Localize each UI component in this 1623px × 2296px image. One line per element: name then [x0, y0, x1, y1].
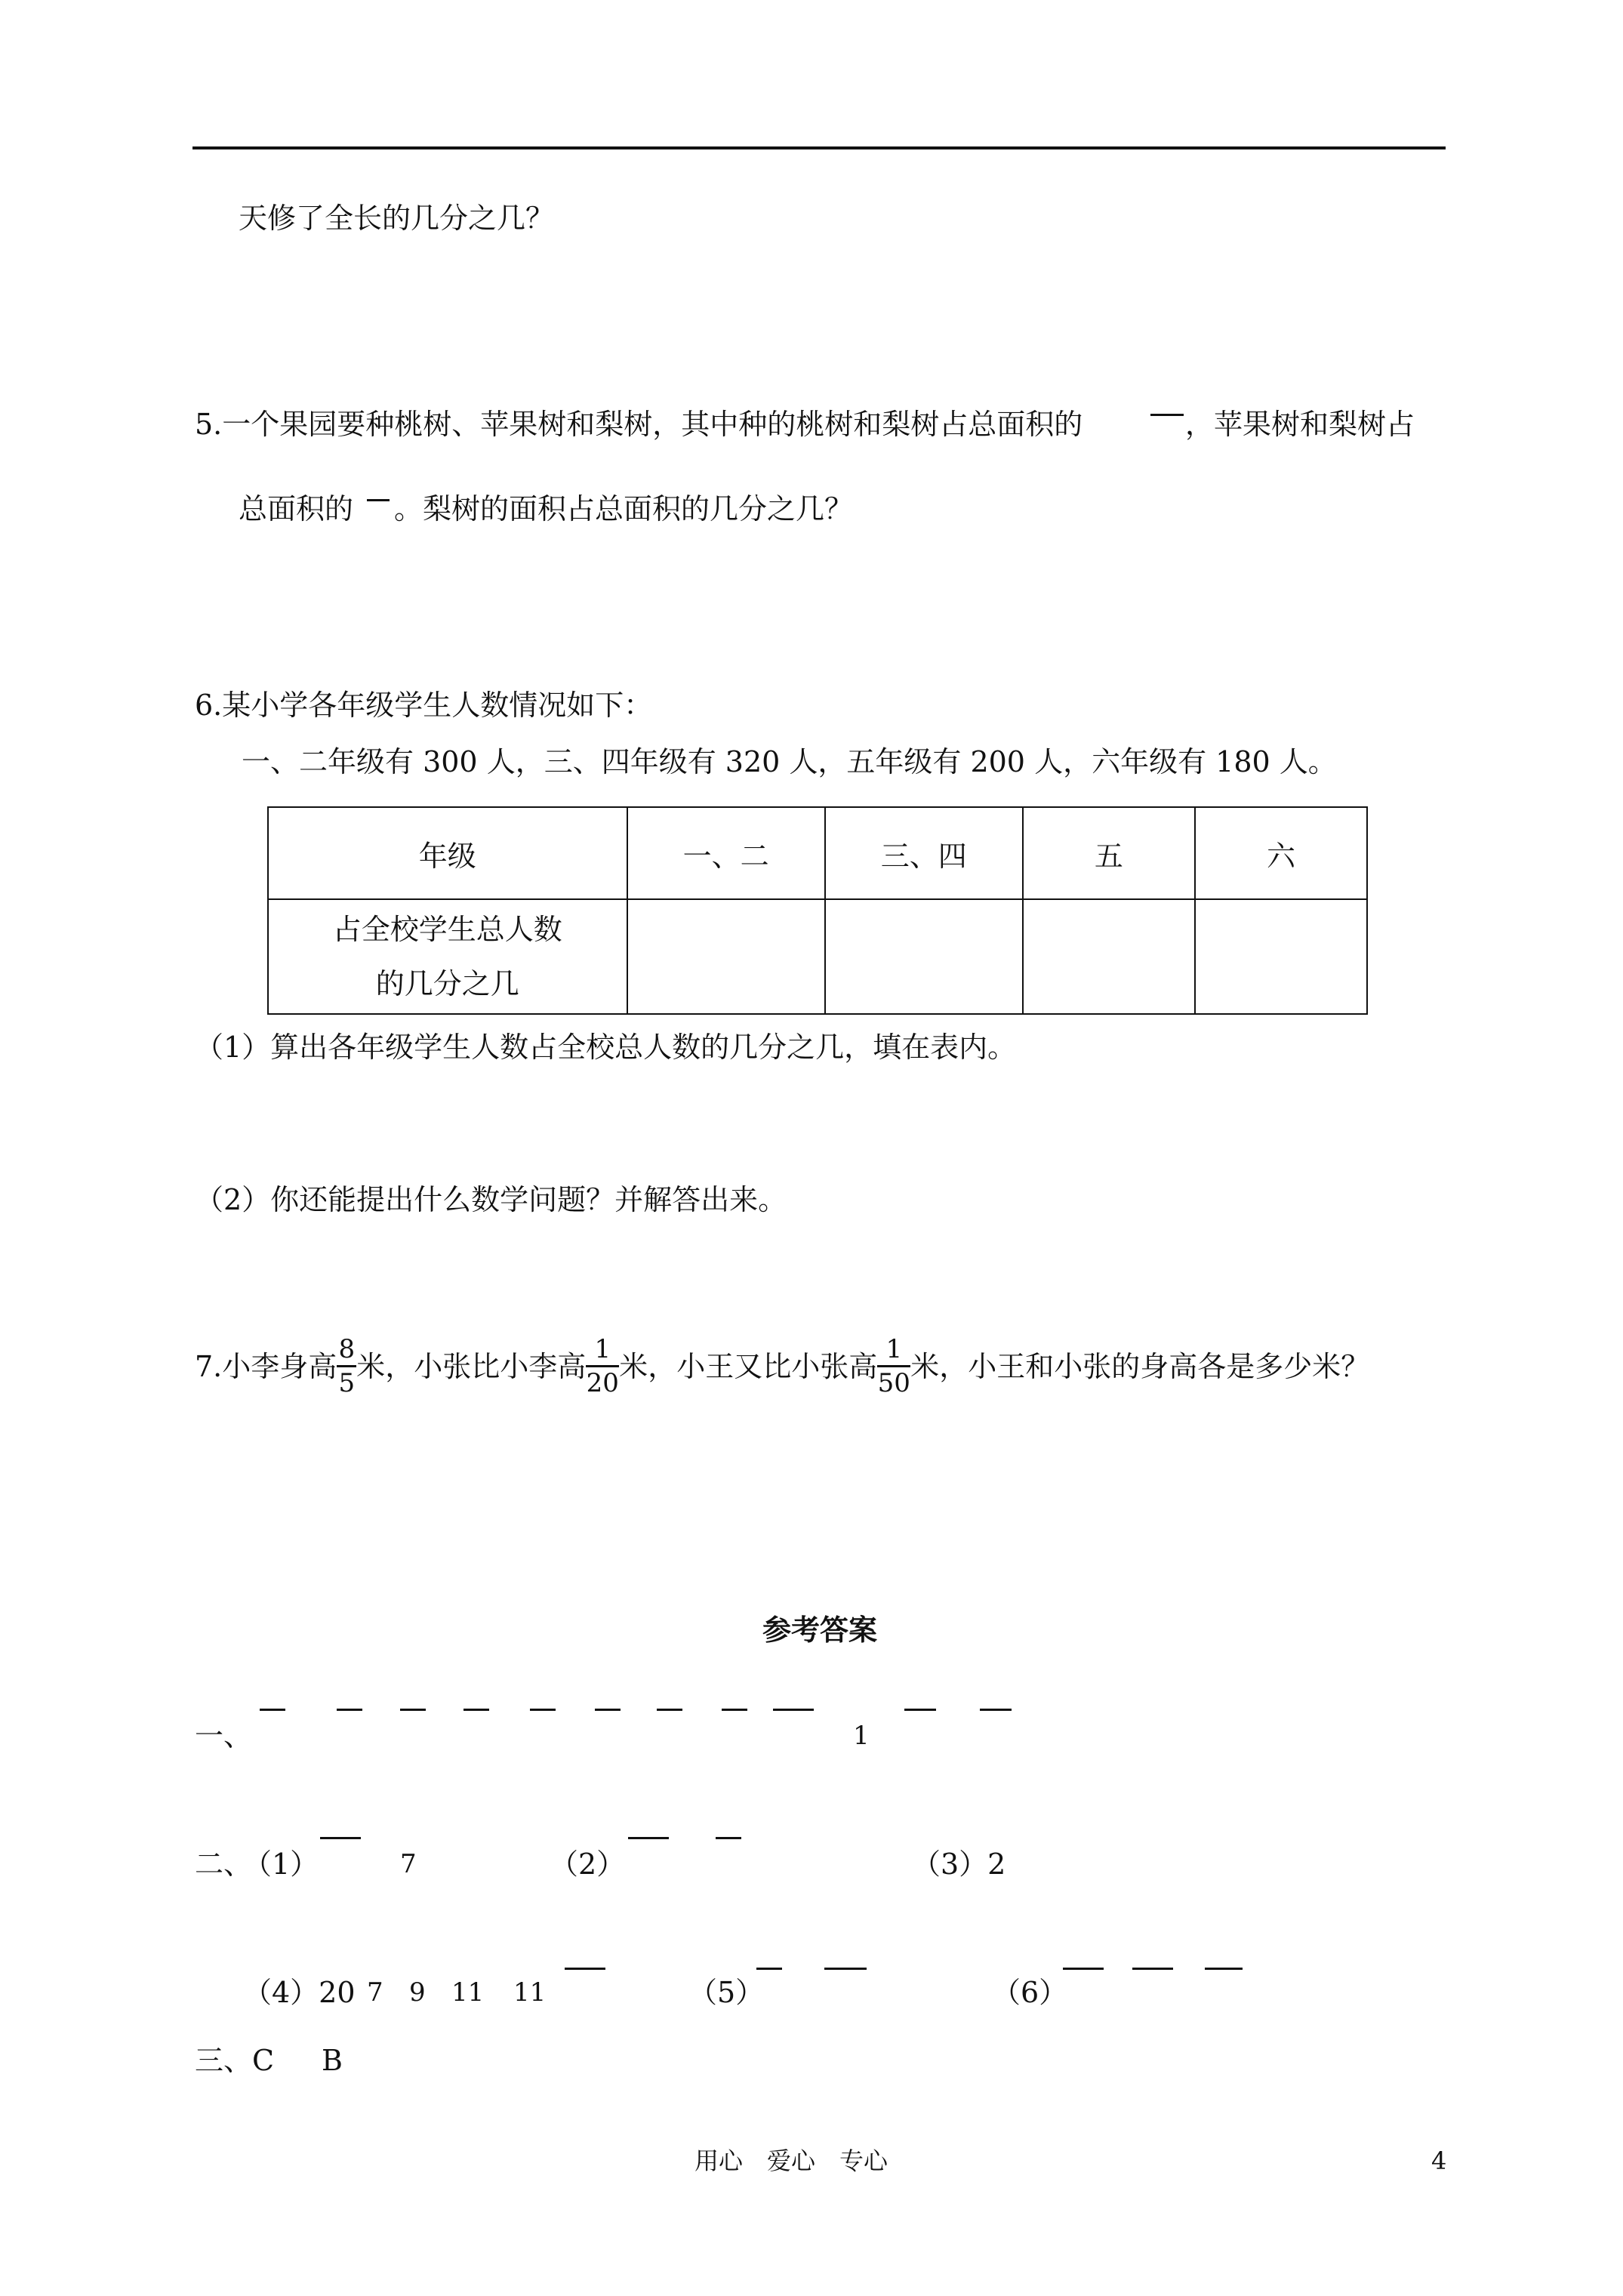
answer2-part4-value: 11 [451, 1977, 485, 2008]
answers-heading: 参考答案 [762, 1613, 878, 1647]
answer-fraction-blank [530, 1709, 556, 1711]
q7-fraction-1-50 [877, 1336, 910, 1396]
q6-sub2: （2）你还能提出什么数学问题？并解答出来。 [195, 1183, 787, 1216]
table-row [268, 899, 1367, 1014]
answer-fraction-blank [320, 1837, 361, 1839]
fraction-bar [877, 1365, 910, 1367]
answer2-part4-value: 7 [367, 1977, 383, 2008]
answer2-part4-value: 11 [513, 1977, 547, 2008]
table-header-cell: 五 [1023, 807, 1195, 899]
answer-fraction-blank [628, 1837, 669, 1839]
answer2-label: 二、 [195, 1848, 253, 1881]
fraction-bar [586, 1365, 619, 1367]
answer-fraction-blank [595, 1709, 621, 1711]
answer-fraction-blank [565, 1968, 605, 1970]
fraction-bar [337, 1365, 356, 1367]
table-header-cell: 三、四 [825, 807, 1023, 899]
q5-line1-b: ，苹果树和梨树占 [1185, 408, 1415, 441]
fraction-numerator: 8 [338, 1334, 356, 1364]
answer-fraction-blank [1205, 1968, 1243, 1970]
page-number: 4 [1431, 2147, 1447, 2175]
table-answer-cell[interactable] [825, 899, 1023, 1014]
q7-part1: 7.小李身高 [195, 1349, 337, 1383]
answer3-b: B [322, 2044, 343, 2077]
table-answer-cell[interactable] [1023, 899, 1195, 1014]
q7-part2: 米，小张比小李高 [356, 1349, 587, 1383]
q7-fraction-1-20 [586, 1336, 619, 1396]
q7-part3: 米，小王又比小张高 [619, 1349, 878, 1383]
continuation-line: 天修了全长的几分之几？ [239, 202, 555, 235]
q6-description: 一、二年级有 300 人，三、四年级有 320 人，五年级有 200 人，六年级有 180 人。 [242, 745, 1337, 778]
table-header-cell: 年级 [268, 807, 627, 899]
answer2-part5: （5） [688, 1976, 765, 2009]
answer-fraction-blank [756, 1968, 782, 1970]
answer3: 三、C [195, 2044, 275, 2077]
answer-fraction-blank [904, 1709, 936, 1711]
answer-fraction-blank [1063, 1968, 1104, 1970]
answer2-part1-value: 7 [400, 1849, 417, 1879]
q6-sub1: （1）算出各年级学生人数占全校总人数的几分之几，填在表内。 [195, 1031, 1017, 1064]
table-row-label [268, 899, 627, 1014]
answer1-label: 一、 [195, 1719, 253, 1752]
q6-title: 6.某小学各年级学生人数情况如下： [195, 689, 653, 722]
answer-fraction-blank [722, 1709, 747, 1711]
q5-fraction-blank-1 [1150, 414, 1184, 416]
table-answer-cell[interactable] [1195, 899, 1367, 1014]
fraction-numerator: 1 [885, 1334, 903, 1364]
header-rule [192, 146, 1446, 149]
table-header-cell: 一、二 [627, 807, 825, 899]
answer1-one: 1 [853, 1721, 870, 1751]
answer2-part4: （4）20 [243, 1976, 356, 2009]
table-header-cell: 六 [1195, 807, 1367, 899]
q5-line2-b: 。梨树的面积占总面积的几分之几？ [394, 492, 854, 525]
answer-fraction-blank [980, 1709, 1012, 1711]
answer2-part6: （6） [992, 1976, 1068, 2009]
answer-fraction-blank [824, 1968, 867, 1970]
answer2-part3: （3）2 [912, 1848, 1006, 1881]
q7-fraction-8-5 [337, 1336, 356, 1396]
answer-fraction-blank [1132, 1968, 1173, 1970]
answer-fraction-blank [657, 1709, 682, 1711]
q5-line2-a: 总面积的 [239, 492, 354, 525]
q7-part4: 米，小王和小张的身高各是多少米？ [910, 1349, 1370, 1383]
row-label-line1: 占全校学生总人数 [332, 912, 562, 946]
q5-line1-a: 5.一个果园要种桃树、苹果树和梨树，其中种的桃树和梨树占总面积的 [195, 408, 1083, 441]
row-label-line2: 的几分之几 [375, 967, 519, 1000]
q5-fraction-blank-2 [367, 499, 390, 501]
answer2-part4-value: 9 [409, 1977, 426, 2008]
fraction-denominator: 20 [586, 1368, 619, 1398]
answer-fraction-blank [400, 1709, 426, 1711]
q7-line [195, 1336, 1369, 1396]
table-answer-cell[interactable] [627, 899, 825, 1014]
answer-fraction-blank [260, 1709, 285, 1711]
fraction-denominator: 5 [338, 1368, 356, 1398]
answer-fraction-blank [463, 1709, 489, 1711]
footer-motto: 用心 爱心 专心 [694, 2147, 888, 2175]
answer2-part1: （1） [243, 1848, 319, 1881]
fraction-numerator: 1 [594, 1334, 611, 1364]
table-header-row [268, 807, 1367, 899]
answer-fraction-blank [716, 1837, 741, 1839]
answer-fraction-blank [337, 1709, 362, 1711]
grade-table [267, 806, 1368, 1015]
answer-fraction-blank [773, 1709, 814, 1711]
answer2-part2: （2） [550, 1848, 626, 1881]
fraction-denominator: 50 [877, 1368, 910, 1398]
